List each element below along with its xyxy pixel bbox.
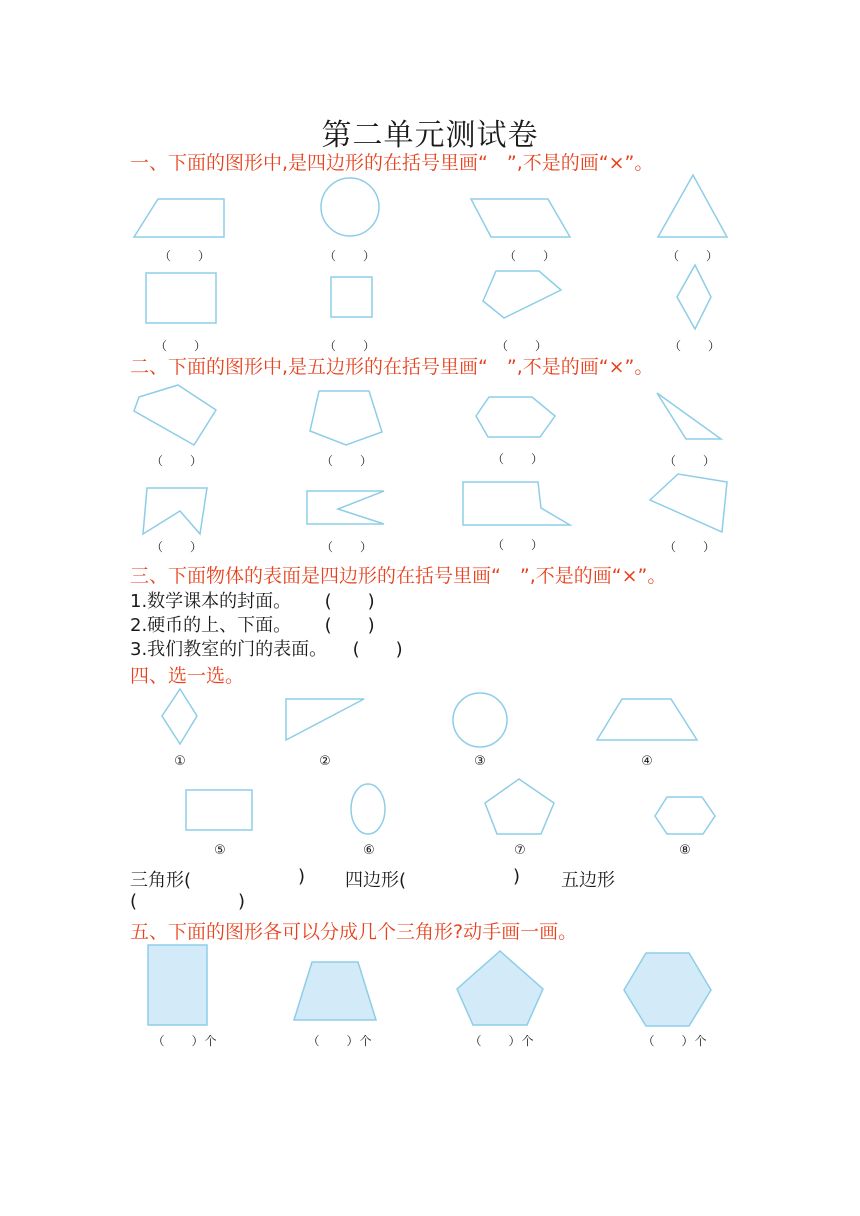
question-text: 2.硬币的上、下面。 — [130, 615, 292, 636]
triangle-close: ) — [298, 866, 306, 887]
pentagon-shape — [457, 951, 543, 1025]
answer-blank[interactable]: （ ） — [663, 540, 716, 554]
answer-blank[interactable]: （ ）个 — [469, 1034, 535, 1048]
shape-number: ⑦ — [514, 843, 526, 858]
answer-blank[interactable]: （ ）个 — [152, 1034, 218, 1048]
answer-blank[interactable]: （ ） — [491, 538, 544, 552]
answer-blank[interactable]: ( ) — [324, 591, 375, 612]
page-title: 第二单元测试卷 — [321, 118, 539, 153]
shape-number: ④ — [641, 754, 653, 769]
section2-heading: 二、下面的图形中,是五边形的在括号里画“ ”,不是的画“×”。 — [130, 356, 654, 378]
answer-blank[interactable]: （ ） — [150, 454, 203, 468]
section1-heading: 一、下面的图形中,是四边形的在括号里画“ ”,不是的画“×”。 — [130, 152, 654, 174]
triangle-label: 三角形( — [130, 870, 192, 891]
answer-blank[interactable]: ( ) — [324, 615, 375, 636]
shape-number: ② — [319, 754, 331, 769]
shape-number: ⑧ — [679, 843, 691, 858]
quadrilateral-close: ) — [513, 866, 521, 887]
rectangle-shape — [148, 945, 207, 1025]
answer-blank[interactable]: （ ）个 — [307, 1034, 373, 1048]
answer-blank[interactable]: ( ) — [352, 639, 403, 660]
answer-blank[interactable]: （ ） — [320, 540, 373, 554]
question-text: 3.我们教室的门的表面。 — [130, 639, 328, 660]
answer-blank[interactable]: （ ） — [495, 339, 548, 353]
answer-blank[interactable]: （ ） — [154, 339, 207, 353]
section3-heading: 三、下面物体的表面是四边形的在括号里画“ ”,不是的画“×”。 — [130, 565, 667, 587]
answer-blank[interactable]: （ ）个 — [642, 1034, 708, 1048]
question-text: 1.数学课本的封面。 — [130, 591, 292, 612]
pentagon-open: ( — [130, 891, 138, 912]
shape-number: ③ — [474, 754, 486, 769]
section4-heading: 四、选一选。 — [130, 665, 245, 687]
pentagon-label: 五边形 — [561, 870, 615, 891]
answer-blank[interactable]: （ ） — [323, 339, 376, 353]
section5-heading: 五、下面的图形各可以分成几个三角形?动手画一画。 — [130, 921, 578, 943]
answer-blank[interactable]: （ ） — [320, 454, 373, 468]
answer-blank[interactable]: （ ） — [158, 249, 211, 263]
answer-blank[interactable]: （ ） — [150, 540, 203, 554]
pentagon-close: ) — [238, 891, 246, 912]
answer-blank[interactable]: （ ） — [491, 452, 544, 466]
trapezoid-shape — [294, 962, 376, 1020]
quadrilateral-label: 四边形( — [345, 870, 407, 891]
shape-number: ⑤ — [214, 843, 226, 858]
answer-blank[interactable]: （ ） — [663, 454, 716, 468]
shape-number: ① — [174, 754, 186, 769]
answer-blank[interactable]: （ ） — [668, 339, 721, 353]
answer-blank[interactable]: （ ） — [503, 249, 556, 263]
hexagon-shape — [624, 953, 711, 1026]
answer-blank[interactable]: （ ） — [666, 249, 719, 263]
answer-blank[interactable]: （ ） — [323, 249, 376, 263]
shape-number: ⑥ — [363, 843, 375, 858]
